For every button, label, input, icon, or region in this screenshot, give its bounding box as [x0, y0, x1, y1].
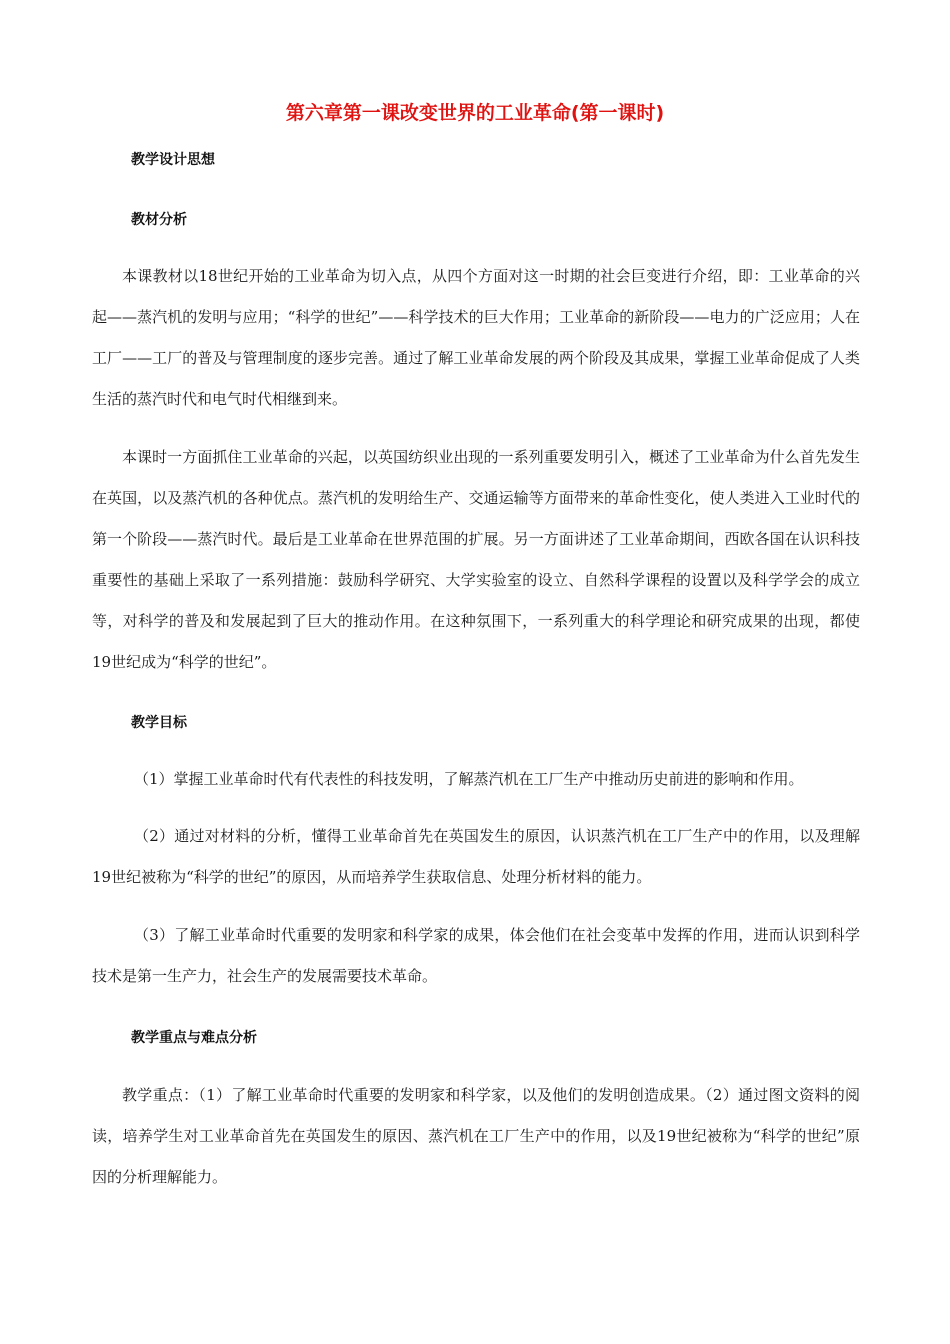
- paragraph-objective-1: （1）掌握工业革命时代有代表性的科技发明，了解蒸汽机在工厂生产中推动历史前进的影响和作用。: [134, 770, 804, 788]
- heading-material-analysis: 教材分析: [131, 212, 187, 228]
- heading-objectives: 教学目标: [131, 715, 187, 731]
- paragraph-key-point: 教学重点：（1）了解工业革命时代重要的发明家和科学家，以及他们的发明创造成果。（2）通过图文资料的阅读，培养学生对工业革命首先在英国发生的原因、蒸汽机在工厂生产中的作用，以及19世纪被称为“科学的世纪”原因的分析理解能力。: [92, 1086, 860, 1186]
- paragraph-material-1: 本课教材以18世纪开始的工业革命为切入点，从四个方面对这一时期的社会巨变进行介绍，即：工业革命的兴起——蒸汽机的发明与应用；“科学的世纪”——科学技术的巨大作用；工业革命的新阶段——电力的广泛应用；人在工厂——工厂的普及与管理制度的逐步完善。通过了解工业革命发展的两个阶段及其成果，掌握工业革命促成了人类生活的蒸汽时代和电气时代相继到来。: [92, 267, 860, 408]
- paragraph-objective-3: （3）了解工业革命时代重要的发明家和科学家的成果，体会他们在社会变革中发挥的作用，进而认识到科学技术是第一生产力，社会生产的发展需要技术革命。: [92, 926, 860, 985]
- heading-key-points: 教学重点与难点分析: [131, 1030, 257, 1046]
- paragraph-objective-2: （2）通过对材料的分析，懂得工业革命首先在英国发生的原因，认识蒸汽机在工厂生产中的作用，以及理解19世纪被称为“科学的世纪”的原因，从而培养学生获取信息、处理分析材料的能力。: [92, 827, 860, 886]
- page-title: 第六章第一课改变世界的工业革命(第一课时): [285, 102, 665, 124]
- paragraph-material-2: 本课时一方面抓住工业革命的兴起，以英国纺织业出现的一系列重要发明引入，概述了工业革命为什么首先发生在英国，以及蒸汽机的各种优点。蒸汽机的发明给生产、交通运输等方面带来的革命性变化，使人类进入工业时代的第一个阶段——蒸汽时代。最后是工业革命在世界范围的扩展。另一方面讲述了工业革命期间，西欧各国在认识科技重要性的基础上采取了一系列措施：鼓励科学研究、大学实验室的设立、自然科学课程的设置以及科学学会的成立等，对科学的普及和发展起到了巨大的推动作用。在这种氛围下，一系列重大的科学理论和研究成果的出现，都使19世纪成为“科学的世纪”。: [92, 448, 860, 671]
- heading-design-idea: 教学设计思想: [131, 152, 215, 168]
